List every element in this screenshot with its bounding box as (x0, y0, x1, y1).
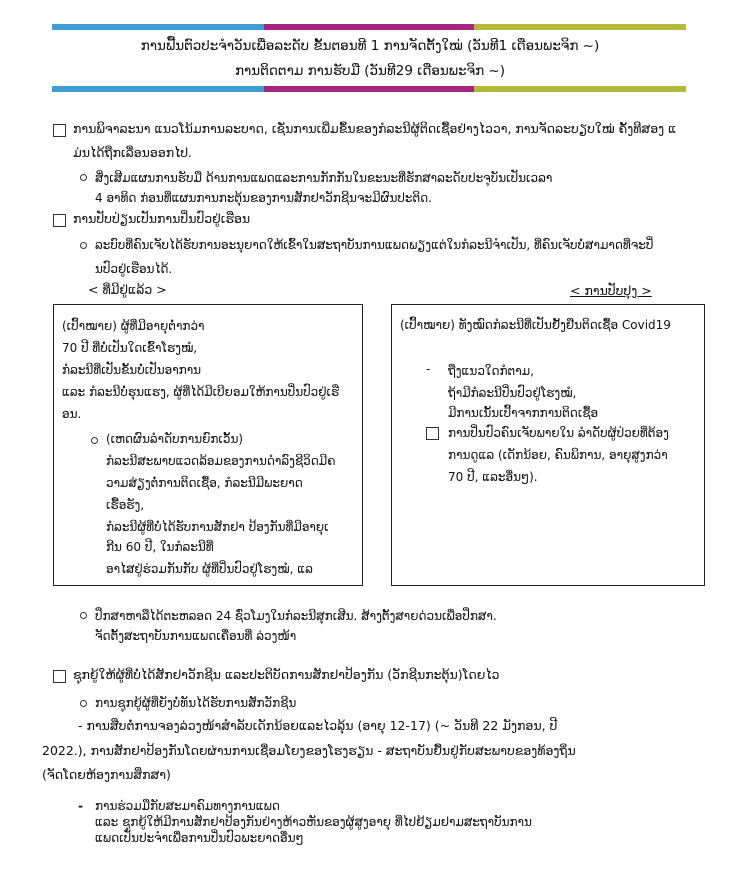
section1-checkbox (53, 124, 66, 137)
section1-bullet-line2: 4 ອາທິດ ກ່ອນທີ່ແຜນການກະຕຸ້ນຂອງການສັກຢາວັກຊີນຈະມີຜົນປະຕິດ. (95, 191, 432, 205)
section1-bullet (80, 174, 87, 181)
header-bar-purple (264, 24, 474, 30)
section2-checkbox (53, 214, 66, 227)
left-box-line-2: 70 ປີ ທີ່ບໍ່ເປັນໃດເຂົ້າໂຮງໝໍ, (62, 341, 198, 355)
right-box-dash: - (426, 362, 431, 376)
right-box-check-line-2: ການດູແລ (ເດັກນ້ອຍ, ຄົນພິການ, ອາຍຸສູງກວ່າ (448, 448, 668, 462)
existing-policy-box (53, 304, 363, 586)
section1-bullet-line1: ສິ່ງເສີມແຜນການຮັບມື ດ້ານການແພດແລະການກັກກັນໃນຂະນະທີ່ຮັກສາລະດັບປະຈຸບັນເປັນເວລາ (95, 171, 553, 185)
left-box-sub-7: ອາໄສຢູ່ຮ່ວມກັນກັບ ຜູ້ທີ່ປິ່ນປົວຢູ່ໂຮງໝໍ, ແລ (106, 562, 313, 576)
section1-text-line2: ມ່ນໄດ້ຖືກເລື່ອນອອກໄປ. (73, 145, 193, 160)
page-title-line2: ການຕິດຕາມ ການຮັບມື (ວັນທີ29 ເດືອນພະຈິກ ~) (234, 63, 506, 79)
header-bar-blue-bottom (52, 86, 264, 92)
section3-dash-line2: 2022.), ການສັກຢາປ້ອງກັນໂດຍຜ່ານການເຊື່ອມໂຍງຂອງໂຮງຮຽນ - ສະຖາບັນຍື້ນຢູ່ກັບສະພາບຂອງທ້ອງຖິ່ນ (42, 743, 576, 758)
section3-final-line2: ແລະ ຊຸກຍູ້ໃຫ້ມີການສັກຢາປ້ອງກັນຢ່າງຫ້າວຫັນຂອງຜູ້ສູງອາຍຸ ທີ່ໄປຢ້ຽມຢາມສະຖາບັນການ (95, 815, 532, 829)
section3-checkbox (53, 670, 66, 683)
right-box-check-line-3: 70 ປີ, ແລະອື່ນໆ). (448, 470, 538, 484)
section3-text: ຊຸກຍູ້ໃຫ້ຜູ້ທີ່ບໍ່ໄດ້ສັກຢາວັກຊີນ ແລະປະຕິບັດການສັກຢາປ້ອງກັນ (ວັກຊີນກະຕຸ້ນ)ໂດຍໄວ (73, 667, 500, 682)
section3-final-line3: ແພດເປັນປະຈຳເພື່ອການປິ່ນປົວພະຍາດອື່ນໆ (95, 831, 304, 845)
section3-final-dash: - (78, 798, 84, 813)
left-box-line-3: ກໍລະນີທີ່ເປັນຂັ້ນບໍ່ເປັນອາການ (62, 363, 202, 377)
left-box-sub-1: (ເຫດຜົນລຳດັບການຍົກເວັ້ນ) (106, 432, 244, 446)
right-box-dash-line-2: ຖ້າມີກໍລະນີປິ່ນປົວຢູ່ໂຮງໝໍ, (448, 386, 577, 400)
improvement-heading: < ການປັບປຸງ > (570, 283, 652, 298)
header-bar-olive-bottom (474, 86, 686, 92)
section1-text-line1: ການພິຈາລະນາ ແນວໂນ້ມການລະບາດ, ເຊັ່ນການເພີ່ມຂຶ້ນຂອງກໍລະນີຜູ້ຕິດເຊື້ອຢ່າງໄວວາ, ການຈັດລະບຽບໃໝ່ ຄັ້ງທີສອງ ແ (73, 121, 677, 136)
right-box-heading: (ເປົ້າໝາຍ) ທັງໝົດກໍລະນີທີ່ເປັນຢັ້ງຢືນຕິດເຊື້ອ Covid19 (400, 318, 671, 332)
section2-bullet (80, 242, 87, 249)
header-bar-purple-bottom (264, 86, 474, 92)
right-box-dash-line-1: ຖືງແນວໃດກໍຕາມ, (448, 364, 534, 378)
right-box-check-line-1: ການປິ່ນປົວຄົນເຈັບພາຍໃນ ລໍາດັບຜູ້ປ່ວຍທີ່ຕ້ອງ (448, 426, 669, 440)
section3-bullet-text: ການຊຸກຍູ້ຜູ້ທີ່ຍັງບໍ່ທັນໄດ້ຮັບການສັກວັກຊີນ (95, 696, 297, 710)
note-bullet (80, 612, 87, 619)
section2-bullet-line1: ລະບົບທີ່ຄົນເຈັບໄດ້ຮັບການອະນຸຍາດໃຫ້ເຂົ້າໃນສະຖາບັນການແພດພຽງແຕ່ໃນກໍລະນີຈໍາເປັນ, ທີ່ຄົນເຈັບບໍ່ສາມາດທີ່ຈະປິ່ (95, 238, 654, 252)
left-box-line-5: ອນ. (62, 407, 82, 421)
section3-bullet (80, 700, 87, 707)
improved-policy-box (391, 304, 705, 586)
section2-bullet-line2: ນປົວຢູ່ເຮືອນໄດ້. (95, 262, 173, 276)
note-line2: ຈັດຕັ້ງສະຖາບັນການແພດເຄື່ອນທີ່ ລ່ວງໜ້າ (95, 629, 297, 643)
left-box-sub-3: ວາມສ່ຽງຕໍ່ການຕິດເຊື້ອ, ກໍລະນີມີພະຍາດ (106, 476, 303, 490)
left-box-line-4: ແລະ ກໍລະນີບໍ່ຮຸນແຮງ, ຜູ້ທີ່ໄດ້ມີເບີຍອມໃຫ້ການປິ່ນປົວຢູ່ເຮື (62, 385, 340, 399)
left-box-bullet (91, 437, 98, 444)
left-box-line-1: (ເປົ້າໝາຍ) ຜູ້ທີ່ມີອາຍຸຕໍ່າກວ່າ (62, 319, 205, 333)
section2-text: ການປັບປ່ຽນເປັນການປິ່ນປົວຢູ່ເຮືອນ (73, 211, 251, 226)
section3-dash-line1: - ການສືບຕໍ່ການຈອງລ່ວງໜ້າສໍາລັບເດັກນ້ອຍແລະໄວລຸ້ນ (ອາຍຸ 12-17) (~ ວັນທີ 22 ມັງກອນ, ປີ (78, 718, 558, 733)
right-box-checkbox (426, 427, 439, 440)
existing-heading: < ທີ່ມີຢູ່ແລ້ວ > (88, 282, 167, 297)
left-box-sub-4: ເຮື້ອຮັງ, (106, 498, 145, 512)
left-box-sub-5: ກໍລະນີຜູ້ທີ່ບໍ່ໄດ້ຮັບການສັກຢາ ປ້ອງກັນທີ່ມີອາຍຸເ (106, 520, 329, 534)
section3-dash-line3: (ຈັດໂດຍຫ້ອງການສຶກສາ) (42, 767, 171, 782)
left-box-sub-2: ກໍລະນີສະພາບແວດລ້ອມຂອງການດຳລົງຊີວິດມີຄ (106, 454, 336, 468)
note-line1: ປຶກສາຫາລືໄດ້ຕະຫລອດ 24 ຊົ່ວໂມງໃນກໍລະນີສຸກເສີນ. ສ້າງຕັ້ງສາຍດ່ວນເພື່ອປຶກສາ. (95, 609, 497, 623)
right-box-dash-line-3: ມີການເນັ້ນເປົ້າຈາກການຕິດເຊື້ອ (448, 406, 599, 420)
header-bar-blue (52, 24, 264, 30)
page-title-line1: ການຟື້ນຕົວປະຈໍາວັນເພື່ອລະດັບ ຂັ້ນຕອນທີ 1 ການຈັດຕັ້ງໃໝ່ (ວັນທີ1 ເດືອນພະຈິກ ~) (140, 38, 600, 54)
left-box-sub-6: ກີນ 60 ປີ, ໃນກໍລະນີທີ່ (106, 540, 214, 554)
header-bar-olive (474, 24, 686, 30)
section3-final-line1: ການຮ່ວມມືກັບສະມາຄົມທາງການແພດ (95, 799, 280, 813)
